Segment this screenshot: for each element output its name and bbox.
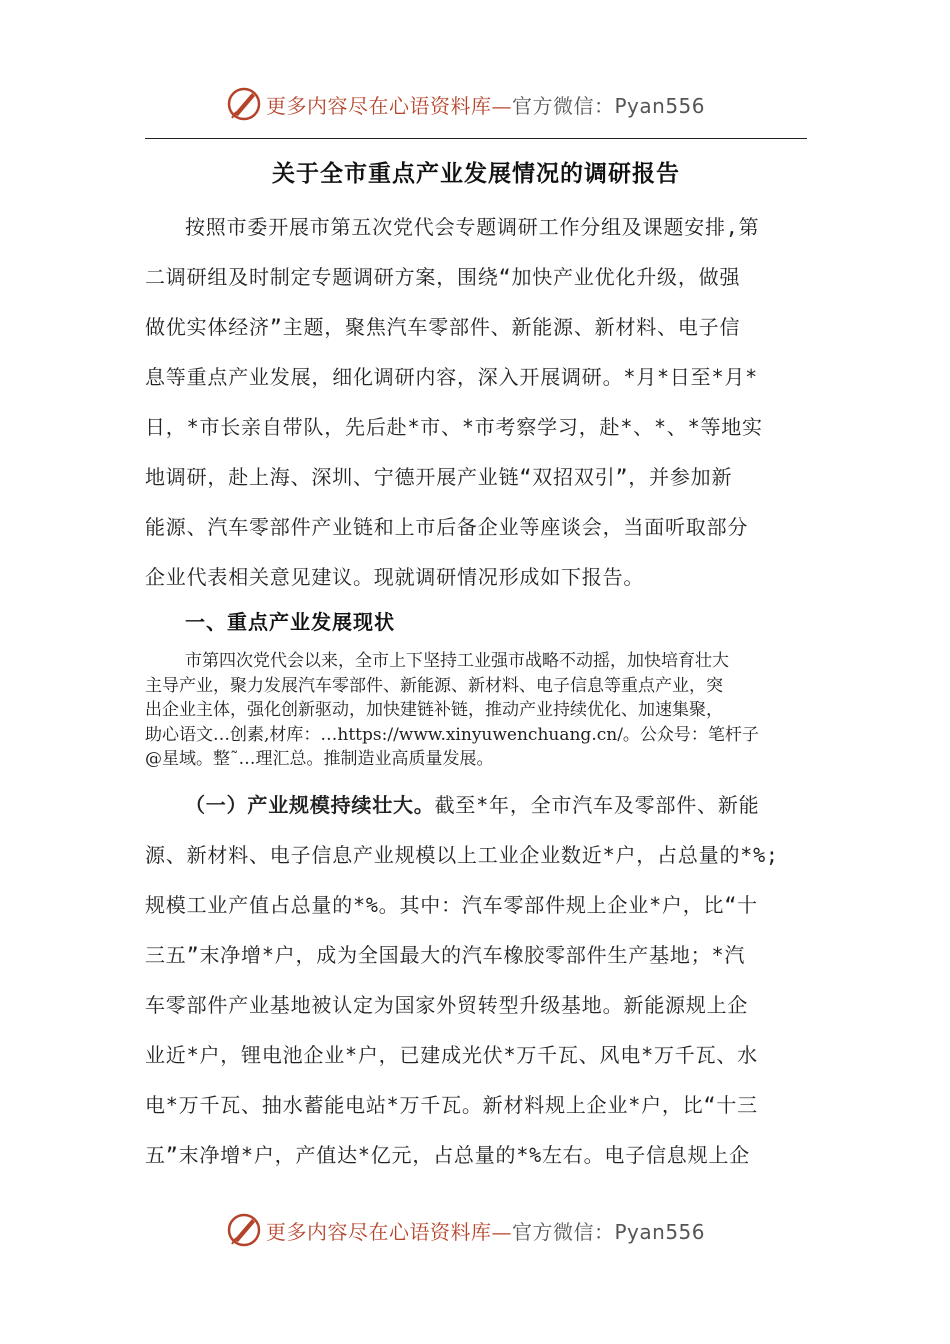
intro-paragraph (145, 202, 807, 602)
section-heading: 一、重点产业发展现状 (185, 610, 395, 634)
header-divider (145, 138, 807, 139)
subsection1-line: 业近*户，锂电池企业*户，已建成光伏*万千瓦、风电*万千瓦、水 (145, 1043, 758, 1067)
watermark-wechat-id: Pyan556 (614, 1220, 706, 1244)
quill-pen-logo-icon (226, 1212, 262, 1248)
subsection1-line: 源、新材料、电子信息产业规模以上工业企业数近*户，占总量的*%; (145, 843, 779, 867)
watermark-wechat-label: 官方微信： (512, 1220, 615, 1244)
subsection1-line: 电*万千瓦、抽水蓄能电站*万千瓦。新材料规上企业*户，比“十三 (145, 1093, 758, 1117)
intro-line: 能源、汽车零部件产业链和上市后备企业等座谈会，当面听取部分 (145, 515, 749, 539)
watermark-wechat-id: Pyan556 (614, 94, 706, 118)
subsection1-line: 规模工业产值占总量的*%。其中：汽车零部件规上企业*户，比“十 (145, 893, 758, 917)
subsection1-line: 三五”末净增*户，成为全国最大的汽车橡胶零部件生产基地；*汽 (145, 943, 746, 967)
intro-line: 地调研，赴上海、深圳、宁德开展产业链“双招双引”，并参加新 (145, 465, 733, 489)
intro-line: 二调研组及时制定专题调研方案，围绕“加快产业优化升级，做强 (145, 265, 741, 289)
section1-paragraph (145, 649, 807, 772)
intro-line: 按照市委开展市第五次党代会专题调研工作分组及课题安排,第 (185, 215, 760, 239)
footer-watermark-banner (0, 1210, 950, 1250)
section1-line: 市第四次党代会以来，全市上下坚持工业强市战略不动摇，加快培育壮大 (185, 651, 729, 671)
section1-line: 主导产业，聚力发展汽车零部件、新能源、新材料、电子信息等重点产业，突 (145, 675, 723, 696)
watermark-dash: — (491, 94, 512, 118)
subsection1-line: 五”末净增*户，产值达*亿元，占总量的*%左右。电子信息规上企 (145, 1143, 751, 1167)
header-watermark-banner (0, 84, 950, 124)
subsection1-first-text: 截至*年，全市汽车及零部件、新能 (434, 793, 760, 817)
subsection1-first-line (145, 780, 807, 830)
quill-pen-logo-icon (226, 86, 262, 122)
watermark-text (266, 1216, 705, 1245)
intro-line: 息等重点产业发展，细化调研内容，深入开展调研。*月*日至*月* (145, 365, 758, 389)
intro-line: 企业代表相关意见建议。现就调研情况形成如下报告。 (145, 565, 645, 589)
section1-line: 助心语文…创素,材库：…https://www.xinyuwenchuang.cn/。公众号：笔杆子 (145, 724, 759, 745)
watermark-dash: — (491, 1220, 512, 1244)
subsection-heading: （一）产业规模持续壮大。 (185, 793, 435, 817)
document-title: 关于全市重点产业发展情况的调研报告 (272, 161, 680, 187)
watermark-wechat-label: 官方微信： (512, 94, 615, 118)
section1-line: @星域。整˜…理汇总。推制造业高质量发展。 (145, 749, 494, 769)
watermark-text (266, 90, 705, 119)
subsection1-line: 车零部件产业基地被认定为国家外贸转型升级基地。新能源规上企 (145, 993, 749, 1017)
watermark-slogan: 更多内容尽在心语资料库 (266, 1220, 492, 1244)
intro-line: 日，*市长亲自带队，先后赴*市、*市考察学习，赴*、*、*等地实 (145, 415, 763, 439)
watermark-slogan: 更多内容尽在心语资料库 (266, 94, 492, 118)
intro-line: 做优实体经济”主题，聚焦汽车零部件、新能源、新材料、电子信 (145, 315, 741, 339)
section1-line: 出企业主体，强化创新驱动，加快建链补链，推动产业持续优化、加速集聚， (145, 700, 723, 720)
subsection1-paragraph (145, 780, 807, 1180)
